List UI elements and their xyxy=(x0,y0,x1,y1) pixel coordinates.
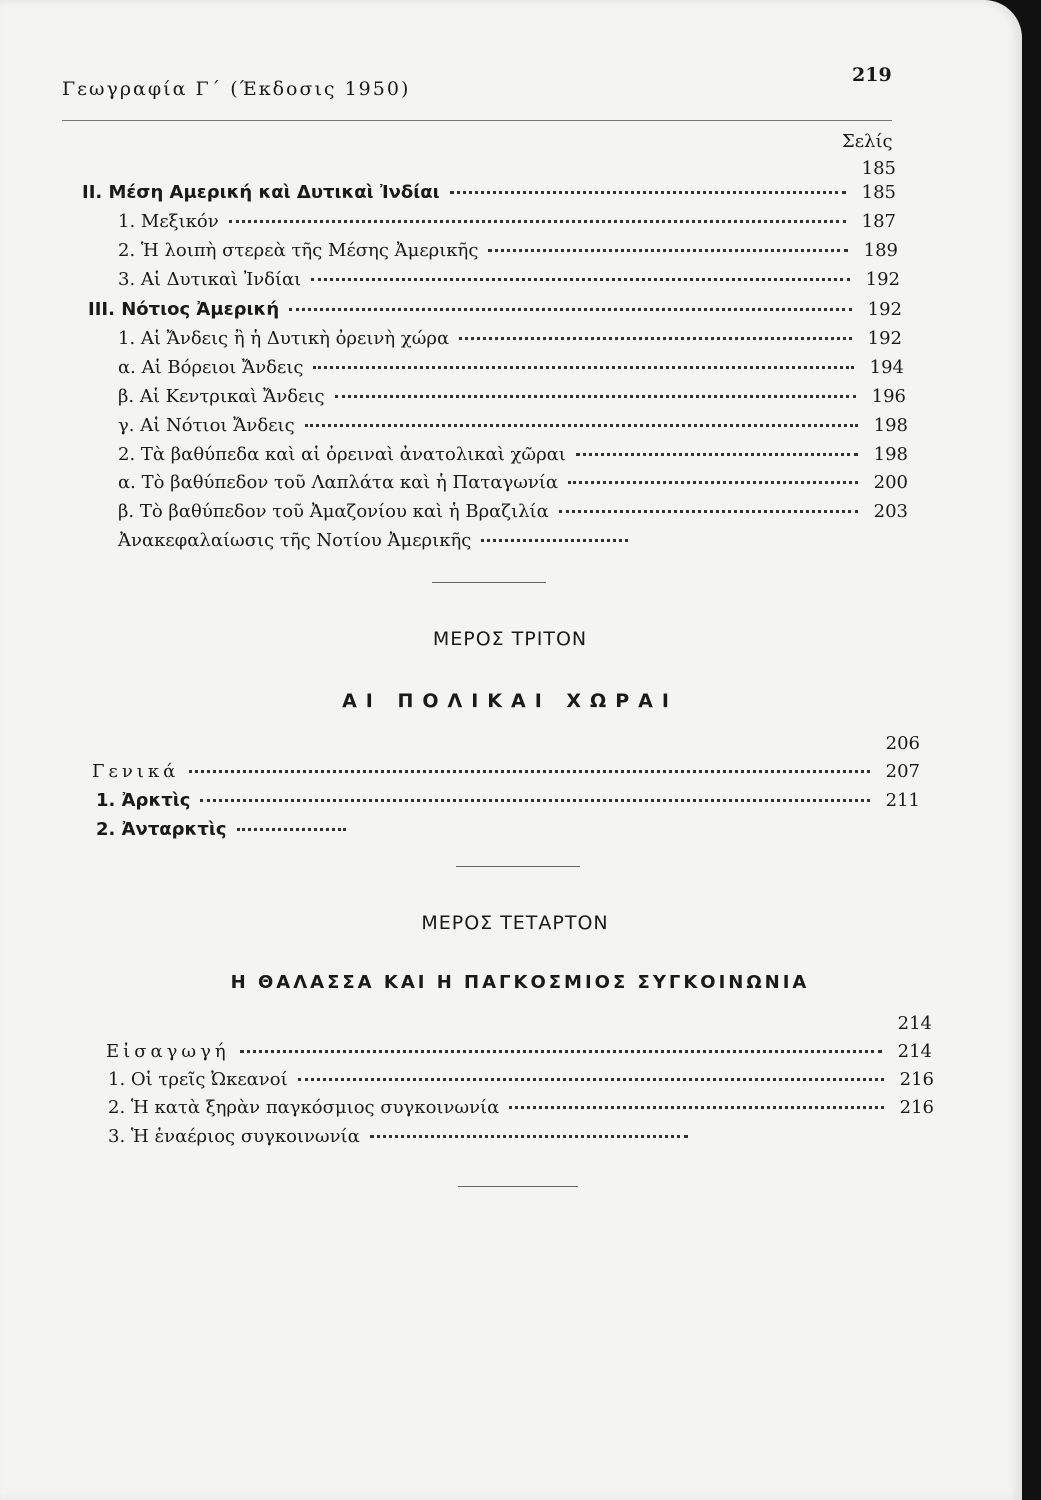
toc-entry-page: 198 xyxy=(873,415,908,436)
dot-leader xyxy=(240,1050,882,1053)
toc-entry-page: 196 xyxy=(871,386,906,407)
toc-row[interactable] xyxy=(118,357,904,379)
toc-entry-title: 2. Τὰ βαθύπεδα καὶ αἱ ὀρειναὶ ἀνατολικαὶ χῶραι xyxy=(118,444,566,465)
toc-entry-title: Γενικά xyxy=(92,761,180,782)
part-four-label: ΜΕΡΟΣ ΤΕΤΑΡΤΟΝ xyxy=(421,912,609,934)
page-column-label: Σελίς xyxy=(842,131,893,152)
toc-entry-page: 189 xyxy=(863,240,898,261)
toc-row[interactable] xyxy=(96,790,920,812)
toc-entry-page: 198 xyxy=(873,444,908,465)
dot-leader xyxy=(450,191,846,194)
toc-entry-title: β. Τὸ βαθύπεδον τοῦ Ἀμαζονίου καὶ ἡ Βραζιλία xyxy=(118,501,549,522)
running-title: Γεωγραφία Γ΄ (Έκδοσις 1950) xyxy=(62,78,411,100)
toc-entry-title: γ. Αἱ Νότιοι Ἄνδεις xyxy=(118,415,295,436)
toc-top-page: 185 xyxy=(861,158,896,179)
dot-leader xyxy=(576,453,858,456)
toc-entry-title: Ἀνακεφαλαίωσις τῆς Νοτίου Ἀμερικῆς xyxy=(118,530,472,551)
part-three-title: ΑΙ ΠΟΛΙΚΑΙ ΧΩΡΑΙ xyxy=(342,690,678,712)
toc-row[interactable] xyxy=(108,1126,698,1148)
toc-entry-title: α. Αἱ Βόρειοι Ἄνδεις xyxy=(118,357,304,378)
toc-entry-page: 200 xyxy=(873,472,908,493)
toc-entry-title: 2. Ἡ κατὰ ξηρὰν παγκόσμιος συγκοινωνία xyxy=(108,1097,500,1118)
toc-entry-title: ΙΙ. Μέση Αμερική καὶ Δυτικαὶ Ἰνδίαι xyxy=(82,182,440,203)
dot-leader xyxy=(289,308,852,311)
dot-leader xyxy=(229,220,846,223)
toc-entry-title: α. Τὸ βαθύπεδον τοῦ Λαπλάτα καὶ ἡ Παταγωνία xyxy=(118,472,559,493)
dot-leader xyxy=(370,1135,688,1138)
dot-leader xyxy=(298,1078,884,1081)
dot-leader xyxy=(335,395,856,398)
dot-leader xyxy=(488,249,848,252)
toc-row[interactable] xyxy=(118,386,906,408)
dot-leader xyxy=(509,1106,884,1109)
toc-entry-title: 3. Αἱ Δυτικαὶ Ἰνδίαι xyxy=(118,269,302,290)
toc-top-page: 206 xyxy=(885,733,920,754)
toc-row[interactable] xyxy=(118,444,908,466)
toc-entry-page: 216 xyxy=(899,1069,934,1090)
toc-entry-title: 1. Αἱ Ἄνδεις ἢ ἡ Δυτικὴ ὀρεινὴ χώρα xyxy=(118,328,450,349)
toc-entry-page: 203 xyxy=(873,501,908,522)
toc-row[interactable] xyxy=(118,211,896,233)
toc-entry-page: 192 xyxy=(867,328,902,349)
toc-entry-page: 185 xyxy=(861,182,896,203)
section-separator xyxy=(458,1186,578,1187)
toc-entry-title: 1. Ἀρκτὶς xyxy=(96,790,191,811)
toc-entry-page: 214 xyxy=(897,1041,932,1062)
dot-leader xyxy=(237,828,346,831)
toc-entry-page: 207 xyxy=(885,761,920,782)
toc-row[interactable] xyxy=(108,1097,934,1119)
toc-entry-title: 3. Ἡ ἐναέριος συγκοινωνία xyxy=(108,1126,360,1147)
toc-row[interactable] xyxy=(82,182,896,204)
dot-leader xyxy=(311,278,850,281)
toc-entry-title: Εἰσαγωγή xyxy=(106,1041,230,1062)
toc-entry-title: 1. Οἱ τρεῖς Ὠκεανοί xyxy=(108,1069,288,1090)
toc-row[interactable] xyxy=(106,1041,932,1063)
dot-leader xyxy=(568,481,858,484)
toc-entry-title: 1. Μεξικόν xyxy=(118,211,219,232)
toc-row[interactable] xyxy=(108,1069,934,1091)
toc-entry-page: 216 xyxy=(899,1097,934,1118)
part-four-title: Η ΘΑΛΑΣΣΑ ΚΑΙ Η ΠΑΓΚΟΣΜΙΟΣ ΣΥΓΚΟΙΝΩΝΙΑ xyxy=(230,972,810,993)
dot-leader xyxy=(559,510,858,513)
toc-row[interactable] xyxy=(92,761,920,783)
toc-top-page: 214 xyxy=(897,1013,932,1034)
toc-row[interactable] xyxy=(118,328,902,350)
toc-row[interactable] xyxy=(118,269,900,291)
toc-entry-title: β. Αἱ Κεντρικαὶ Ἄνδεις xyxy=(118,386,325,407)
toc-entry-page: 192 xyxy=(867,299,902,320)
toc-entry-title: ΙΙΙ. Νότιος Ἀμερική xyxy=(88,299,280,320)
page-number: 219 xyxy=(852,64,892,86)
toc-row[interactable] xyxy=(118,530,638,552)
part-three-label: ΜΕΡΟΣ ΤΡΙΤΟΝ xyxy=(432,628,588,650)
toc-entry-title: 2. Ἡ λοιπὴ στερεὰ τῆς Μέσης Ἀμερικῆς xyxy=(118,240,479,261)
toc-entry-page: 187 xyxy=(861,211,896,232)
dot-leader xyxy=(189,770,870,773)
header-rule xyxy=(62,120,892,121)
toc-entry-page: 192 xyxy=(865,269,900,290)
toc-row[interactable] xyxy=(118,415,908,437)
section-separator xyxy=(432,582,546,583)
dot-leader xyxy=(200,799,870,802)
section-separator xyxy=(456,866,580,867)
toc-row[interactable] xyxy=(96,819,356,841)
dot-leader xyxy=(459,337,852,340)
toc-entry-page: 194 xyxy=(869,357,904,378)
toc-row[interactable] xyxy=(118,472,908,494)
toc-row[interactable] xyxy=(118,240,898,262)
dot-leader xyxy=(313,366,854,369)
toc-row[interactable] xyxy=(118,501,908,523)
dot-leader xyxy=(305,424,858,427)
dot-leader xyxy=(481,539,628,542)
toc-row[interactable] xyxy=(88,299,902,321)
toc-entry-page: 211 xyxy=(885,790,920,811)
toc-entry-title: 2. Ἀνταρκτὶς xyxy=(96,819,227,840)
